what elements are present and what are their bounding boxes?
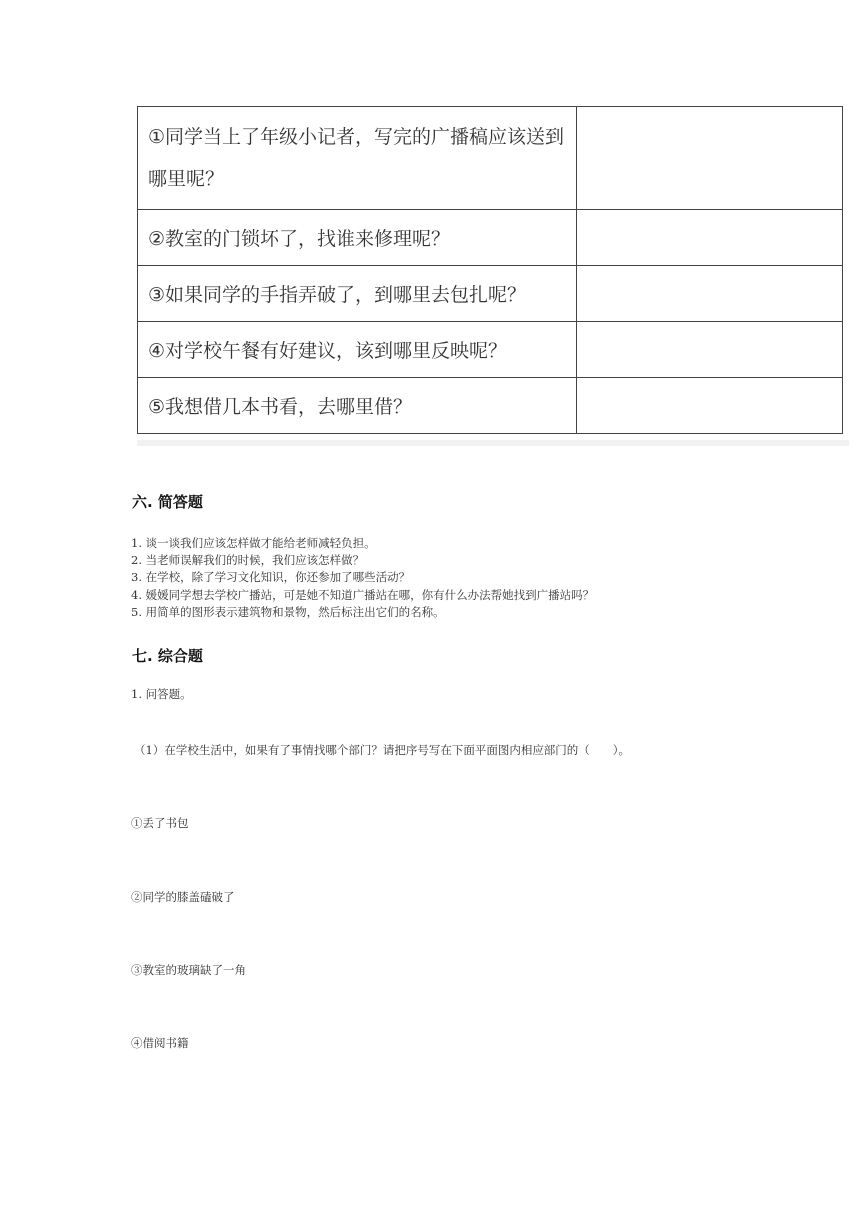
question-cell: ⑤我想借几本书看，去哪里借？ <box>138 378 577 434</box>
question-table <box>137 106 843 434</box>
section-seven-heading: 七. 综合题 <box>132 647 203 665</box>
table-row <box>138 107 843 210</box>
option-item: ①丢了书包 <box>131 816 189 830</box>
option-item: ③教室的玻璃缺了一角 <box>131 963 246 977</box>
table-row <box>138 322 843 378</box>
question-cell: ①同学当上了年级小记者，写完的广播稿应该送到哪里呢？ <box>138 107 577 210</box>
answer-cell[interactable] <box>577 378 843 434</box>
table-row <box>138 378 843 434</box>
section-six-heading: 六. 简答题 <box>132 493 203 511</box>
short-answer-item: 2. 当老师误解我们的时候，我们应该怎样做？ <box>131 553 365 567</box>
question-one: 1. 问答题。 <box>131 687 192 701</box>
sub-question-one: （1）在学校生活中，如果有了事情找哪个部门？请把序号写在下面平面图内相应部门的（ ）。 <box>134 743 631 757</box>
short-answer-item: 1. 谈一谈我们应该怎样做才能给老师减轻负担。 <box>131 536 376 550</box>
option-item: ②同学的膝盖磕破了 <box>131 890 235 904</box>
question-cell: ③如果同学的手指弄破了，到哪里去包扎呢？ <box>138 266 577 322</box>
short-answer-item: 4. 媛媛同学想去学校广播站，可是她不知道广播站在哪，你有什么办法帮她找到广播站吗？ <box>131 588 595 602</box>
answer-cell[interactable] <box>577 107 843 210</box>
answer-cell[interactable] <box>577 266 843 322</box>
short-answer-item: 3. 在学校，除了学习文化知识，你还参加了哪些活动？ <box>131 570 411 584</box>
table-shadow <box>137 440 849 446</box>
short-answer-item: 5. 用简单的图形表示建筑物和景物，然后标注出它们的名称。 <box>131 605 445 619</box>
table-row <box>138 266 843 322</box>
option-item: ④借阅书籍 <box>131 1036 189 1050</box>
question-cell: ④对学校午餐有好建议，该到哪里反映呢？ <box>138 322 577 378</box>
table-row <box>138 210 843 266</box>
answer-cell[interactable] <box>577 322 843 378</box>
answer-cell[interactable] <box>577 210 843 266</box>
question-cell: ②教室的门锁坏了，找谁来修理呢？ <box>138 210 577 266</box>
